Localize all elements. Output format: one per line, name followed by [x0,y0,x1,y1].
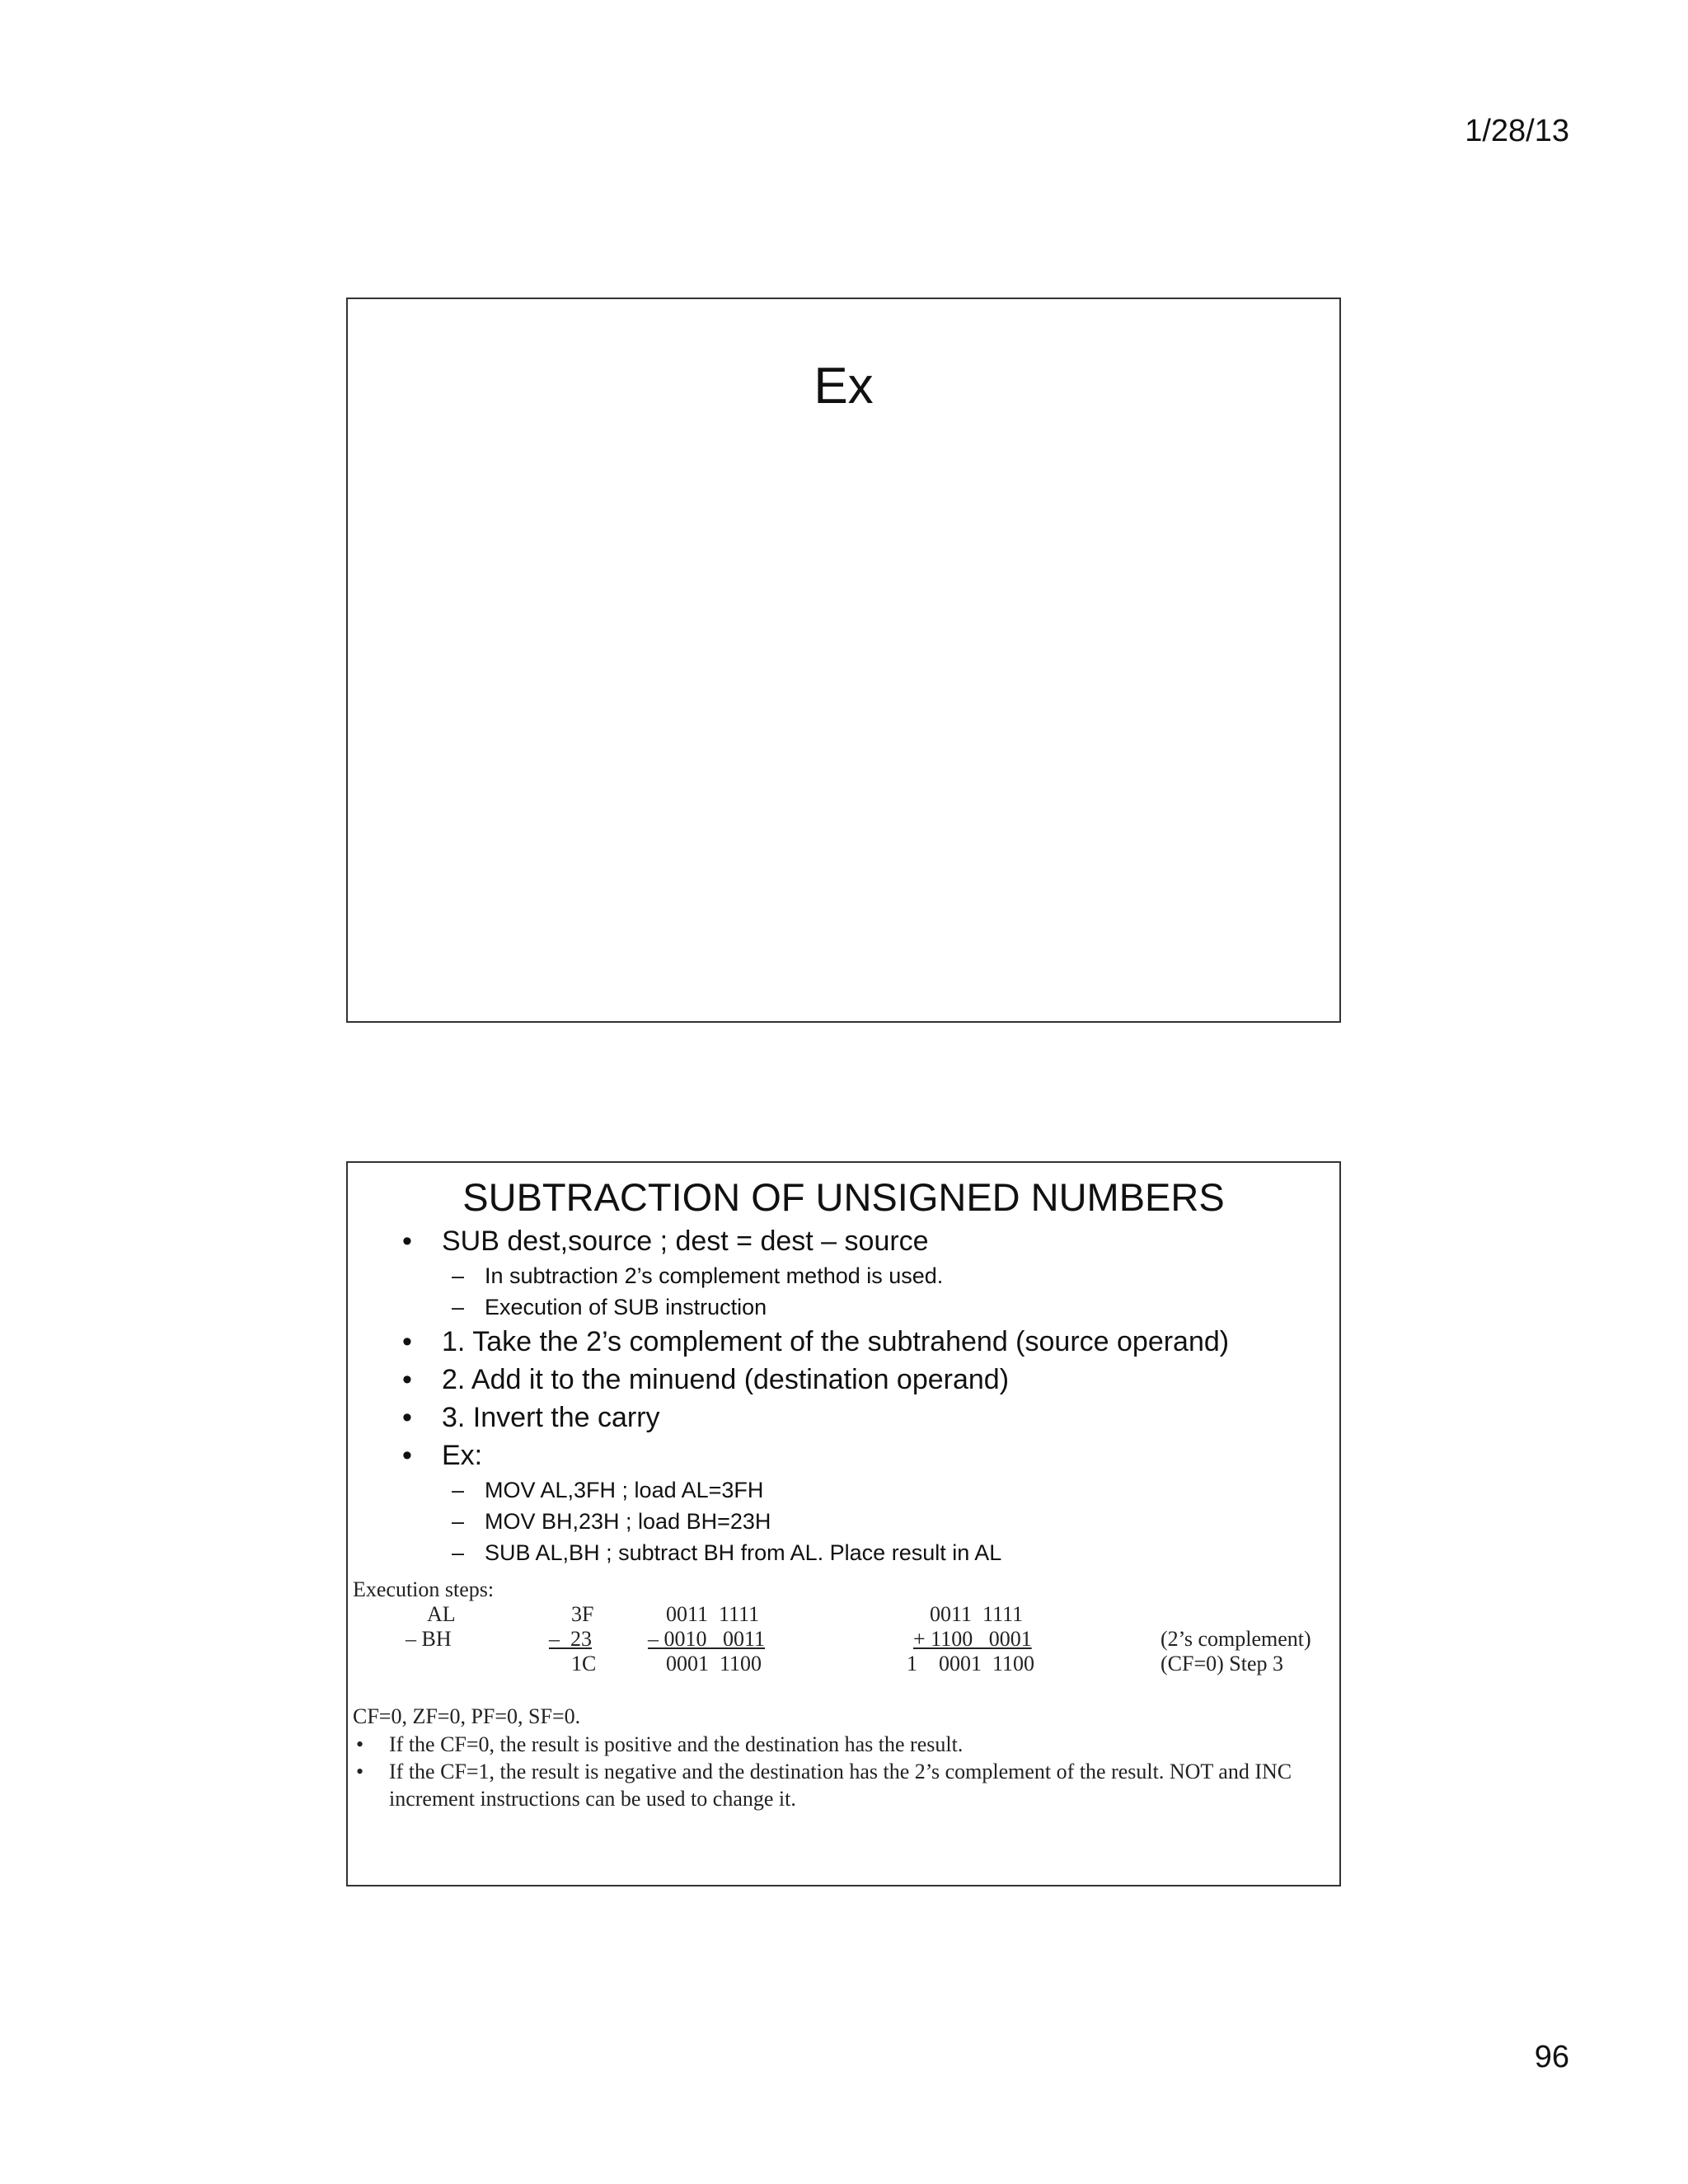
exec-cell: AL [427,1602,456,1626]
page-number: 96 [1534,2040,1569,2074]
notes-list [353,1731,1334,1812]
execution-label: Execution steps: [353,1577,495,1601]
bullet-item: • Ex: [402,1436,1323,1474]
bullet-item: • 3. Invert the carry [402,1399,1323,1436]
bullet-item: • SUB dest,source ; dest = dest – source [402,1222,1323,1260]
note-item: • If the CF=0, the result is positive and the destination has the result. [353,1731,1334,1758]
page-date: 1/28/13 [1465,114,1569,148]
exec-cell: 0011 1111 [930,1602,1024,1626]
sub-bullet-item: – MOV AL,3FH ; load AL=3FH [402,1474,1323,1506]
exec-cell: + 1100 0001 [913,1627,1032,1651]
slide-1-title: Ex [814,358,874,415]
exec-cell: – 0010 0011 [648,1627,766,1651]
sub-bullet-item: – Execution of SUB instruction [402,1291,1323,1323]
sub-bullet-item: – SUB AL,BH ; subtract BH from AL. Place result in AL [402,1537,1323,1568]
exec-cell: – BH [406,1627,452,1651]
slide-1 [346,298,1341,1023]
exec-cell: (2’s complement) [1160,1627,1311,1651]
slide-2 [346,1161,1341,1886]
exec-cell: 0011 1111 [666,1602,760,1626]
exec-cell: – 23 [549,1627,592,1651]
flags-line: CF=0, ZF=0, PF=0, SF=0. [353,1704,581,1728]
exec-cell: 3F [571,1602,594,1626]
slide-2-title: SUBTRACTION OF UNSIGNED NUMBERS [462,1175,1225,1219]
bullet-item: • 1. Take the 2’s complement of the subtrahend (source operand) [402,1323,1323,1361]
exec-cell: (CF=0) Step 3 [1160,1652,1284,1675]
bullet-item: • 2. Add it to the minuend (destination operand) [402,1361,1323,1399]
exec-cell: 1C [571,1652,597,1675]
sub-bullet-item: – In subtraction 2’s complement method is used. [402,1260,1323,1291]
sub-bullet-item: – MOV BH,23H ; load BH=23H [402,1506,1323,1537]
exec-cell: 0001 1100 [666,1652,762,1675]
bullet-list [402,1222,1323,1568]
exec-cell: 1 0001 1100 [907,1652,1035,1675]
note-item: • If the CF=1, the result is negative and the destination has the 2’s complement of the result. NOT and INC increment instructions can be used to change it. [353,1758,1334,1812]
